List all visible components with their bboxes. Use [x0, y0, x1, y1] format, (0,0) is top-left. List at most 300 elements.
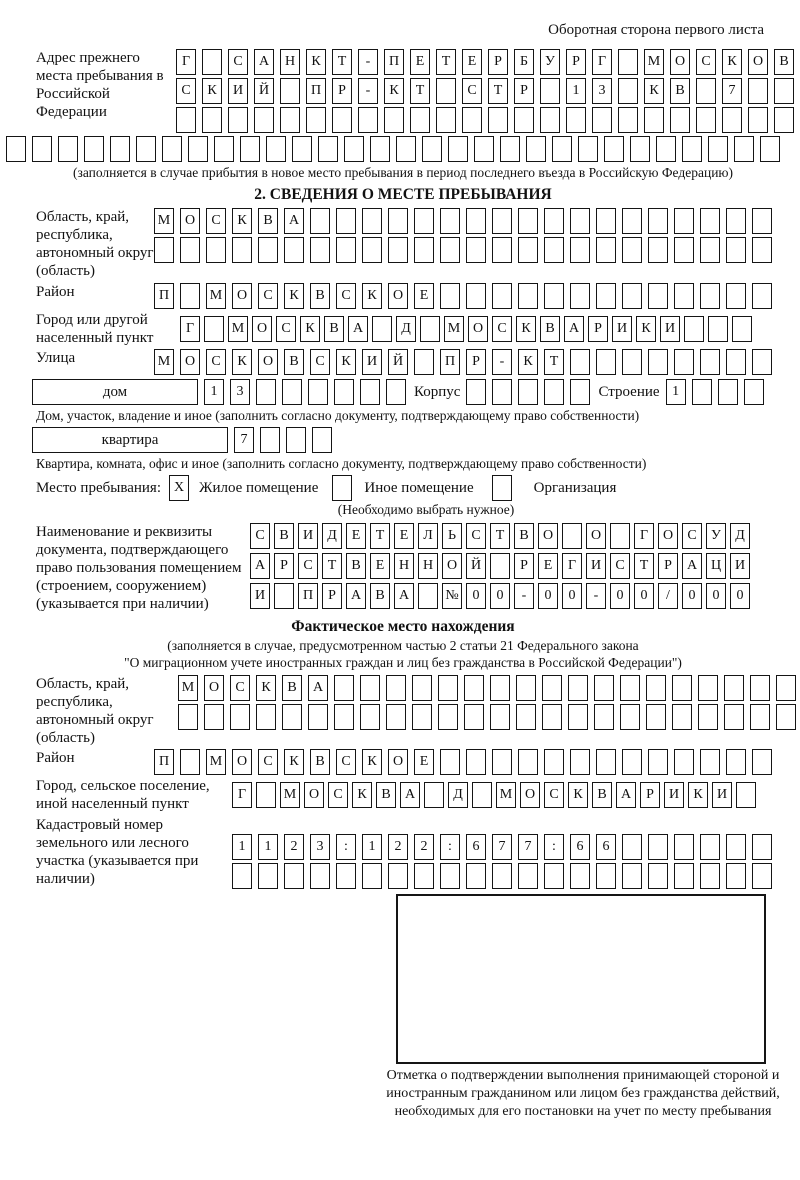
- char-box[interactable]: [726, 834, 746, 860]
- char-box[interactable]: [724, 675, 744, 701]
- char-box[interactable]: [592, 107, 612, 133]
- char-box[interactable]: 1: [232, 834, 252, 860]
- char-box[interactable]: О: [180, 349, 200, 375]
- char-box[interactable]: О: [388, 749, 408, 775]
- char-box[interactable]: [622, 834, 642, 860]
- char-box[interactable]: [440, 237, 460, 263]
- char-box[interactable]: К: [516, 316, 536, 342]
- char-box[interactable]: В: [514, 523, 534, 549]
- char-box[interactable]: Р: [466, 349, 486, 375]
- char-box[interactable]: 1: [204, 379, 224, 405]
- char-box[interactable]: 2: [414, 834, 434, 860]
- char-box[interactable]: [752, 283, 772, 309]
- char-box[interactable]: [698, 704, 718, 730]
- char-box[interactable]: [514, 107, 534, 133]
- char-box[interactable]: [544, 208, 564, 234]
- char-box[interactable]: [308, 704, 328, 730]
- char-box[interactable]: В: [310, 749, 330, 775]
- char-box[interactable]: 2: [284, 834, 304, 860]
- char-box[interactable]: О: [304, 782, 324, 808]
- char-box[interactable]: [464, 675, 484, 701]
- char-box[interactable]: О: [180, 208, 200, 234]
- char-box[interactable]: [440, 208, 460, 234]
- char-box[interactable]: К: [284, 283, 304, 309]
- char-box[interactable]: [700, 283, 720, 309]
- char-box[interactable]: [618, 107, 638, 133]
- stay-type-checkbox-other[interactable]: [332, 475, 352, 501]
- char-box[interactable]: 7: [722, 78, 742, 104]
- char-box[interactable]: 0: [538, 583, 558, 609]
- char-box[interactable]: [240, 136, 260, 162]
- char-box[interactable]: [708, 316, 728, 342]
- char-box[interactable]: [336, 208, 356, 234]
- char-box[interactable]: Г: [232, 782, 252, 808]
- char-box[interactable]: [516, 675, 536, 701]
- char-box[interactable]: [136, 136, 156, 162]
- char-box[interactable]: О: [232, 283, 252, 309]
- char-box[interactable]: 0: [634, 583, 654, 609]
- char-box[interactable]: [282, 704, 302, 730]
- char-box[interactable]: [466, 749, 486, 775]
- char-box[interactable]: [674, 349, 694, 375]
- char-box[interactable]: [412, 704, 432, 730]
- char-box[interactable]: :: [544, 834, 564, 860]
- char-box[interactable]: С: [258, 749, 278, 775]
- char-box[interactable]: Д: [396, 316, 416, 342]
- char-box[interactable]: Д: [448, 782, 468, 808]
- char-box[interactable]: К: [722, 49, 742, 75]
- char-box[interactable]: [622, 283, 642, 309]
- char-box[interactable]: [292, 136, 312, 162]
- char-box[interactable]: [282, 379, 302, 405]
- char-box[interactable]: [438, 704, 458, 730]
- char-box[interactable]: А: [400, 782, 420, 808]
- char-box[interactable]: [700, 349, 720, 375]
- char-box[interactable]: [726, 208, 746, 234]
- char-box[interactable]: О: [388, 283, 408, 309]
- char-box[interactable]: [258, 237, 278, 263]
- char-box[interactable]: С: [544, 782, 564, 808]
- char-box[interactable]: А: [616, 782, 636, 808]
- char-box[interactable]: [570, 749, 590, 775]
- char-box[interactable]: [388, 208, 408, 234]
- char-box[interactable]: [648, 863, 668, 889]
- char-box[interactable]: [518, 237, 538, 263]
- char-box[interactable]: М: [280, 782, 300, 808]
- char-box[interactable]: Г: [562, 553, 582, 579]
- char-box[interactable]: [568, 704, 588, 730]
- char-box[interactable]: [284, 237, 304, 263]
- char-box[interactable]: [84, 136, 104, 162]
- char-box[interactable]: Т: [634, 553, 654, 579]
- char-box[interactable]: [620, 704, 640, 730]
- char-box[interactable]: [286, 427, 306, 453]
- char-box[interactable]: [232, 237, 252, 263]
- char-box[interactable]: К: [232, 208, 252, 234]
- char-box[interactable]: [604, 136, 624, 162]
- char-box[interactable]: Й: [388, 349, 408, 375]
- char-box[interactable]: К: [568, 782, 588, 808]
- char-box[interactable]: [696, 107, 716, 133]
- char-box[interactable]: [718, 379, 738, 405]
- char-box[interactable]: Е: [346, 523, 366, 549]
- char-box[interactable]: [674, 283, 694, 309]
- char-box[interactable]: [492, 283, 512, 309]
- char-box[interactable]: Е: [538, 553, 558, 579]
- char-box[interactable]: К: [636, 316, 656, 342]
- char-box[interactable]: [386, 379, 406, 405]
- char-box[interactable]: [414, 349, 434, 375]
- char-box[interactable]: [648, 283, 668, 309]
- char-box[interactable]: 0: [706, 583, 726, 609]
- char-box[interactable]: Л: [418, 523, 438, 549]
- char-box[interactable]: О: [204, 675, 224, 701]
- char-box[interactable]: -: [586, 583, 606, 609]
- char-box[interactable]: Б: [514, 49, 534, 75]
- char-box[interactable]: [674, 208, 694, 234]
- char-box[interactable]: [384, 107, 404, 133]
- char-box[interactable]: [648, 749, 668, 775]
- char-box[interactable]: [360, 379, 380, 405]
- char-box[interactable]: П: [384, 49, 404, 75]
- char-box[interactable]: [648, 834, 668, 860]
- char-box[interactable]: [752, 749, 772, 775]
- char-box[interactable]: [736, 782, 756, 808]
- char-box[interactable]: [386, 675, 406, 701]
- char-box[interactable]: [466, 208, 486, 234]
- char-box[interactable]: [646, 704, 666, 730]
- char-box[interactable]: [414, 237, 434, 263]
- char-box[interactable]: П: [440, 349, 460, 375]
- char-box[interactable]: [266, 136, 286, 162]
- char-box[interactable]: 1: [566, 78, 586, 104]
- char-box[interactable]: [202, 49, 222, 75]
- char-box[interactable]: [466, 237, 486, 263]
- char-box[interactable]: Р: [566, 49, 586, 75]
- char-box[interactable]: 1: [666, 379, 686, 405]
- char-box[interactable]: [570, 863, 590, 889]
- char-box[interactable]: [492, 863, 512, 889]
- char-box[interactable]: [630, 136, 650, 162]
- char-box[interactable]: К: [256, 675, 276, 701]
- char-box[interactable]: К: [362, 749, 382, 775]
- char-box[interactable]: [760, 136, 780, 162]
- char-box[interactable]: [424, 782, 444, 808]
- char-box[interactable]: [674, 863, 694, 889]
- char-box[interactable]: С: [276, 316, 296, 342]
- char-box[interactable]: А: [682, 553, 702, 579]
- char-box[interactable]: Т: [436, 49, 456, 75]
- char-box[interactable]: [58, 136, 78, 162]
- char-box[interactable]: Р: [274, 553, 294, 579]
- char-box[interactable]: [372, 316, 392, 342]
- char-box[interactable]: [672, 675, 692, 701]
- char-box[interactable]: К: [518, 349, 538, 375]
- char-box[interactable]: Ь: [442, 523, 462, 549]
- char-box[interactable]: К: [384, 78, 404, 104]
- char-box[interactable]: С: [176, 78, 196, 104]
- char-box[interactable]: [214, 136, 234, 162]
- char-box[interactable]: М: [178, 675, 198, 701]
- char-box[interactable]: [180, 283, 200, 309]
- char-box[interactable]: [672, 704, 692, 730]
- char-box[interactable]: [206, 237, 226, 263]
- char-box[interactable]: К: [232, 349, 252, 375]
- char-box[interactable]: [674, 237, 694, 263]
- char-box[interactable]: О: [658, 523, 678, 549]
- char-box[interactable]: [306, 107, 326, 133]
- char-box[interactable]: [492, 379, 512, 405]
- char-box[interactable]: [674, 749, 694, 775]
- char-box[interactable]: Р: [332, 78, 352, 104]
- char-box[interactable]: [254, 107, 274, 133]
- char-box[interactable]: [596, 863, 616, 889]
- char-box[interactable]: [488, 107, 508, 133]
- char-box[interactable]: В: [258, 208, 278, 234]
- char-box[interactable]: О: [468, 316, 488, 342]
- char-box[interactable]: [656, 136, 676, 162]
- char-box[interactable]: [412, 675, 432, 701]
- char-box[interactable]: П: [154, 749, 174, 775]
- char-box[interactable]: [472, 782, 492, 808]
- char-box[interactable]: М: [496, 782, 516, 808]
- char-box[interactable]: [258, 863, 278, 889]
- char-box[interactable]: [388, 863, 408, 889]
- char-box[interactable]: П: [306, 78, 326, 104]
- char-box[interactable]: [308, 379, 328, 405]
- char-box[interactable]: О: [520, 782, 540, 808]
- char-box[interactable]: [544, 749, 564, 775]
- char-box[interactable]: [280, 107, 300, 133]
- char-box[interactable]: -: [358, 78, 378, 104]
- char-box[interactable]: Т: [370, 523, 390, 549]
- char-box[interactable]: :: [440, 834, 460, 860]
- char-box[interactable]: И: [664, 782, 684, 808]
- char-box[interactable]: 6: [596, 834, 616, 860]
- char-box[interactable]: К: [644, 78, 664, 104]
- char-box[interactable]: С: [466, 523, 486, 549]
- char-box[interactable]: [318, 136, 338, 162]
- char-box[interactable]: М: [444, 316, 464, 342]
- char-box[interactable]: 7: [518, 834, 538, 860]
- char-box[interactable]: Т: [490, 523, 510, 549]
- char-box[interactable]: [260, 427, 280, 453]
- char-box[interactable]: [648, 349, 668, 375]
- char-box[interactable]: [312, 427, 332, 453]
- char-box[interactable]: [544, 283, 564, 309]
- char-box[interactable]: Р: [322, 583, 342, 609]
- char-box[interactable]: Н: [418, 553, 438, 579]
- char-box[interactable]: И: [712, 782, 732, 808]
- char-box[interactable]: [228, 107, 248, 133]
- char-box[interactable]: [750, 675, 770, 701]
- char-box[interactable]: С: [298, 553, 318, 579]
- char-box[interactable]: [490, 675, 510, 701]
- char-box[interactable]: С: [230, 675, 250, 701]
- char-box[interactable]: [700, 834, 720, 860]
- char-box[interactable]: Е: [394, 523, 414, 549]
- char-box[interactable]: Т: [322, 553, 342, 579]
- char-box[interactable]: У: [540, 49, 560, 75]
- char-box[interactable]: [176, 107, 196, 133]
- char-box[interactable]: [490, 553, 510, 579]
- char-box[interactable]: В: [346, 553, 366, 579]
- char-box[interactable]: [336, 237, 356, 263]
- stay-type-checkbox-organization[interactable]: [492, 475, 512, 501]
- char-box[interactable]: [726, 237, 746, 263]
- char-box[interactable]: [752, 863, 772, 889]
- char-box[interactable]: 0: [562, 583, 582, 609]
- char-box[interactable]: [180, 237, 200, 263]
- char-box[interactable]: [500, 136, 520, 162]
- char-box[interactable]: 3: [592, 78, 612, 104]
- char-box[interactable]: Д: [730, 523, 750, 549]
- char-box[interactable]: С: [696, 49, 716, 75]
- char-box[interactable]: 0: [466, 583, 486, 609]
- char-box[interactable]: [752, 349, 772, 375]
- char-box[interactable]: О: [252, 316, 272, 342]
- char-box[interactable]: 0: [490, 583, 510, 609]
- char-box[interactable]: [256, 379, 276, 405]
- char-box[interactable]: [568, 675, 588, 701]
- char-box[interactable]: А: [348, 316, 368, 342]
- char-box[interactable]: Р: [658, 553, 678, 579]
- char-box[interactable]: [594, 704, 614, 730]
- char-box[interactable]: [700, 237, 720, 263]
- char-box[interactable]: К: [352, 782, 372, 808]
- char-box[interactable]: С: [610, 553, 630, 579]
- char-box[interactable]: О: [748, 49, 768, 75]
- char-box[interactable]: 0: [610, 583, 630, 609]
- char-box[interactable]: [232, 863, 252, 889]
- char-box[interactable]: [578, 136, 598, 162]
- char-box[interactable]: В: [592, 782, 612, 808]
- char-box[interactable]: И: [298, 523, 318, 549]
- char-box[interactable]: [594, 675, 614, 701]
- char-box[interactable]: [776, 704, 796, 730]
- char-box[interactable]: [622, 349, 642, 375]
- char-box[interactable]: [774, 107, 794, 133]
- char-box[interactable]: [722, 107, 742, 133]
- char-box[interactable]: [684, 316, 704, 342]
- char-box[interactable]: С: [206, 349, 226, 375]
- char-box[interactable]: [724, 704, 744, 730]
- char-box[interactable]: [726, 349, 746, 375]
- char-box[interactable]: [622, 749, 642, 775]
- char-box[interactable]: [696, 78, 716, 104]
- char-box[interactable]: И: [730, 553, 750, 579]
- char-box[interactable]: [526, 136, 546, 162]
- char-box[interactable]: К: [284, 749, 304, 775]
- char-box[interactable]: А: [564, 316, 584, 342]
- char-box[interactable]: 6: [466, 834, 486, 860]
- char-box[interactable]: [566, 107, 586, 133]
- char-box[interactable]: [492, 237, 512, 263]
- char-box[interactable]: [492, 208, 512, 234]
- char-box[interactable]: [732, 316, 752, 342]
- char-box[interactable]: 3: [230, 379, 250, 405]
- char-box[interactable]: [648, 237, 668, 263]
- char-box[interactable]: [462, 107, 482, 133]
- char-box[interactable]: В: [274, 523, 294, 549]
- char-box[interactable]: 7: [234, 427, 254, 453]
- char-box[interactable]: Д: [322, 523, 342, 549]
- char-box[interactable]: [418, 583, 438, 609]
- char-box[interactable]: [570, 379, 590, 405]
- char-box[interactable]: [700, 863, 720, 889]
- char-box[interactable]: [596, 749, 616, 775]
- char-box[interactable]: [752, 208, 772, 234]
- char-box[interactable]: [540, 78, 560, 104]
- char-box[interactable]: А: [394, 583, 414, 609]
- char-box[interactable]: [448, 136, 468, 162]
- char-box[interactable]: [610, 523, 630, 549]
- char-box[interactable]: [360, 704, 380, 730]
- char-box[interactable]: [414, 208, 434, 234]
- char-box[interactable]: [464, 704, 484, 730]
- char-box[interactable]: Е: [410, 49, 430, 75]
- char-box[interactable]: [542, 704, 562, 730]
- char-box[interactable]: [6, 136, 26, 162]
- char-box[interactable]: Р: [588, 316, 608, 342]
- char-box[interactable]: [396, 136, 416, 162]
- char-box[interactable]: О: [232, 749, 252, 775]
- char-box[interactable]: [726, 283, 746, 309]
- char-box[interactable]: [420, 316, 440, 342]
- char-box[interactable]: С: [250, 523, 270, 549]
- char-box[interactable]: [674, 834, 694, 860]
- char-box[interactable]: [776, 675, 796, 701]
- char-box[interactable]: И: [586, 553, 606, 579]
- char-box[interactable]: С: [492, 316, 512, 342]
- char-box[interactable]: Ц: [706, 553, 726, 579]
- char-box[interactable]: [618, 49, 638, 75]
- char-box[interactable]: М: [206, 749, 226, 775]
- char-box[interactable]: [726, 863, 746, 889]
- char-box[interactable]: [438, 675, 458, 701]
- char-box[interactable]: С: [258, 283, 278, 309]
- char-box[interactable]: К: [688, 782, 708, 808]
- char-box[interactable]: С: [310, 349, 330, 375]
- char-box[interactable]: [774, 78, 794, 104]
- char-box[interactable]: [698, 675, 718, 701]
- char-box[interactable]: [570, 208, 590, 234]
- char-box[interactable]: Г: [592, 49, 612, 75]
- char-box[interactable]: [570, 349, 590, 375]
- char-box[interactable]: [230, 704, 250, 730]
- char-box[interactable]: В: [282, 675, 302, 701]
- char-box[interactable]: [518, 749, 538, 775]
- char-box[interactable]: 1: [258, 834, 278, 860]
- char-box[interactable]: [596, 237, 616, 263]
- char-box[interactable]: [540, 107, 560, 133]
- char-box[interactable]: Н: [394, 553, 414, 579]
- char-box[interactable]: [310, 863, 330, 889]
- char-box[interactable]: Т: [410, 78, 430, 104]
- char-box[interactable]: [518, 283, 538, 309]
- char-box[interactable]: [750, 704, 770, 730]
- char-box[interactable]: [670, 107, 690, 133]
- char-box[interactable]: -: [358, 49, 378, 75]
- char-box[interactable]: [708, 136, 728, 162]
- char-box[interactable]: [552, 136, 572, 162]
- char-box[interactable]: В: [774, 49, 794, 75]
- char-box[interactable]: [752, 237, 772, 263]
- char-box[interactable]: [490, 704, 510, 730]
- char-box[interactable]: /: [658, 583, 678, 609]
- char-box[interactable]: Й: [254, 78, 274, 104]
- char-box[interactable]: Р: [514, 553, 534, 579]
